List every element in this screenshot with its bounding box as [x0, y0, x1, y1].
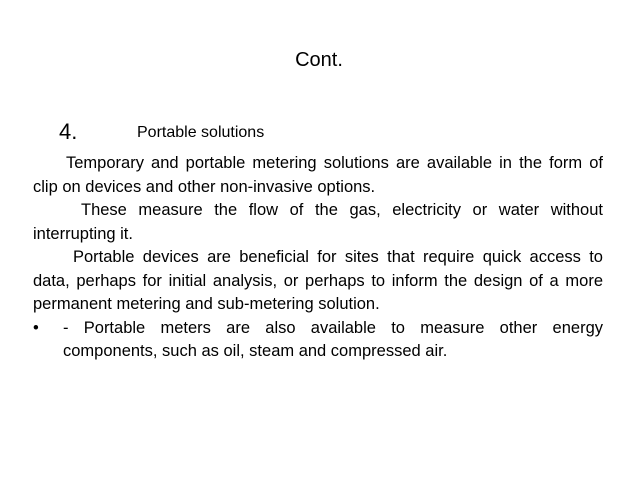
paragraph-portable-devices: Portable devices are beneficial for sites that require quick access to data, perhaps for initial analysis, or perhaps to inform the design of a more permanent metering and sub-metering solution. [33, 248, 603, 313]
bullet-item [33, 317, 603, 364]
paragraph-temporary-solutions: Temporary and portable metering solutions are available in the form of clip on devices and other non-invasive options. [33, 154, 603, 196]
section-heading: Portable solutions [137, 124, 265, 141]
section-number: 4. [59, 119, 78, 144]
section-heading-row [59, 118, 619, 146]
paragraph-measure-flow: These measure the flow of the gas, electricity or water without interrupting it. [33, 201, 603, 243]
bullet-icon: • [33, 318, 39, 337]
slide-title: Cont. [295, 49, 343, 71]
bullet-text: - Portable meters are also available to measure other energy components, such as oil, steam and compressed air. [63, 318, 603, 360]
slide-body [33, 152, 603, 364]
